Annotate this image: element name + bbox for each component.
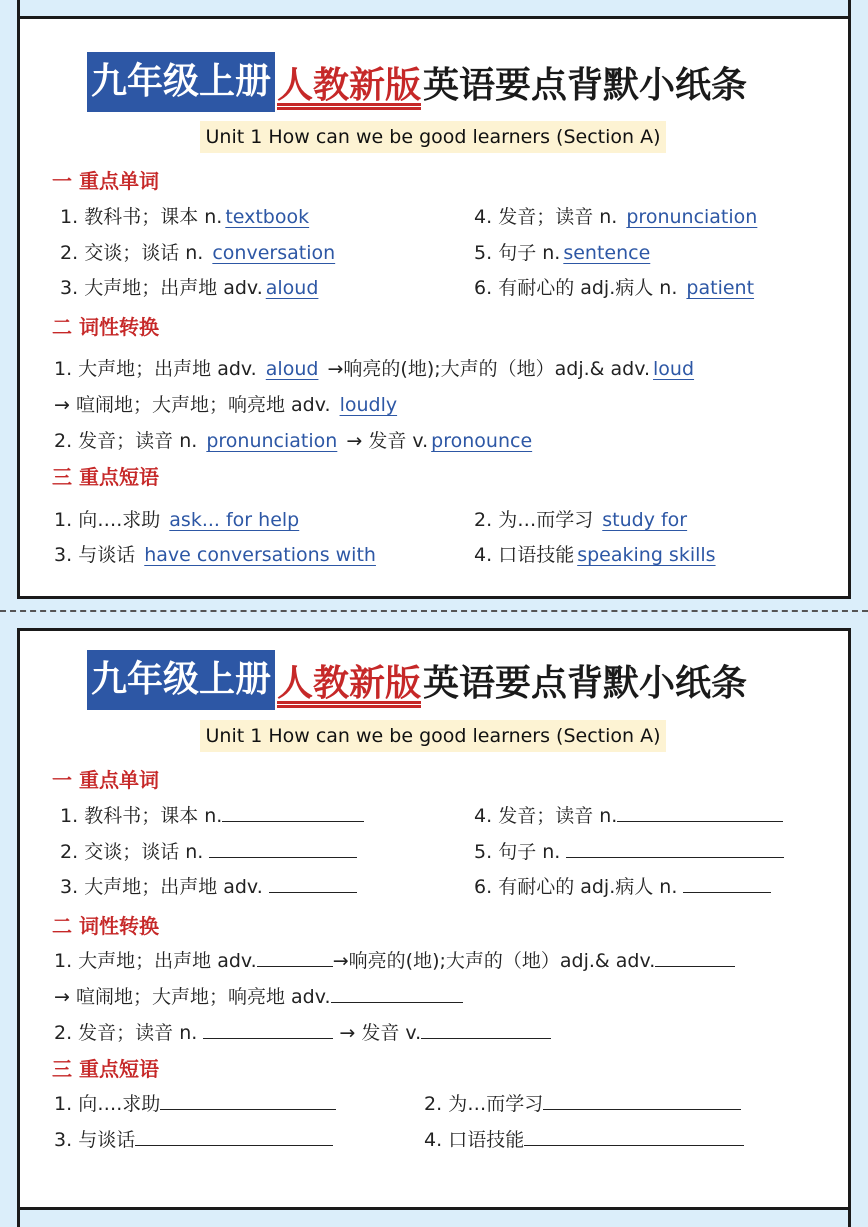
word-answer: pronunciation xyxy=(626,206,758,228)
answer-blank[interactable] xyxy=(543,1090,741,1110)
word-item: 4. 发音；读音 n. xyxy=(474,801,783,828)
phrase-item: 2. 为…而学习 xyxy=(424,1089,741,1116)
answer-blank[interactable] xyxy=(524,1126,744,1146)
answer-blank[interactable] xyxy=(421,1019,551,1039)
phrase-answer: have conversations with xyxy=(144,544,376,566)
answer-blank[interactable] xyxy=(203,1019,333,1039)
conversion-line: 2. 发音；读音 n. pronunciation → 发音 v. pronounce xyxy=(54,426,535,453)
word-answer: conversation xyxy=(212,242,336,264)
word-item: 2. 交谈；谈话 n. conversation xyxy=(60,238,338,265)
phrase-item: 3. 与谈话 have conversations with xyxy=(54,540,379,567)
title-edition: 人教新版 xyxy=(276,662,421,704)
section-key-words: 一 重点单词 xyxy=(52,169,159,193)
word-item: 3. 大声地；出声地 adv. xyxy=(60,872,357,899)
word-answer: textbook xyxy=(225,206,310,228)
section-word-forms: 二 词性转换 xyxy=(52,315,159,339)
section-key-words: 一 重点单词 xyxy=(52,768,159,792)
cut-line-divider xyxy=(0,610,868,612)
phrase-answer: speaking skills xyxy=(577,544,716,566)
title-main: 英语要点背默小纸条 xyxy=(423,64,748,106)
answer-blank[interactable] xyxy=(209,838,357,858)
answer-blank[interactable] xyxy=(160,1090,336,1110)
word-answer: aloud xyxy=(265,277,319,299)
answer-blank[interactable] xyxy=(617,802,783,822)
page-title xyxy=(73,650,761,710)
word-item: 6. 有耐心的 adj.病人 n. patient xyxy=(474,273,757,300)
phrase-item: 1. 向….求助 ask... for help xyxy=(54,505,302,532)
answer-blank[interactable] xyxy=(566,838,784,858)
answer-blank[interactable] xyxy=(683,873,771,893)
title-grade: 九年级上册 xyxy=(87,52,275,112)
conversion-line: → 喧闹地；大声地；响亮地 adv. loudly xyxy=(54,390,400,417)
title-grade: 九年级上册 xyxy=(87,650,275,710)
phrase-item: 2. 为…而学习 study for xyxy=(474,505,690,532)
section-key-phrases: 三 重点短语 xyxy=(52,1057,159,1081)
conversion-line: → 喧闹地；大声地；响亮地 adv. xyxy=(54,982,463,1009)
answer-blank[interactable] xyxy=(222,802,364,822)
word-item: 5. 句子 n. xyxy=(474,837,784,864)
word-item: 6. 有耐心的 adj.病人 n. xyxy=(474,872,771,899)
phrase-item: 1. 向….求助 xyxy=(54,1089,336,1116)
conversion-line: 2. 发音；读音 n. → 发音 v. xyxy=(54,1018,551,1045)
conv-answer: pronounce xyxy=(431,430,533,452)
conv-answer: aloud xyxy=(265,358,319,380)
word-item: 2. 交谈；谈话 n. xyxy=(60,837,357,864)
word-item: 1. 教科书；课本 n. textbook xyxy=(60,202,312,229)
phrase-answer: study for xyxy=(602,509,688,531)
conv-answer: loudly xyxy=(339,394,398,416)
bottom-border xyxy=(17,1210,851,1227)
word-item: 4. 发音；读音 n. pronunciation xyxy=(474,202,760,229)
phrase-answer: ask... for help xyxy=(169,509,300,531)
answer-blank[interactable] xyxy=(135,1126,333,1146)
top-border xyxy=(17,0,851,16)
word-item: 5. 句子 n. sentence xyxy=(474,238,653,265)
word-answer: patient xyxy=(686,277,755,299)
answer-blank[interactable] xyxy=(655,947,735,967)
conv-answer: pronunciation xyxy=(206,430,338,452)
word-item: 3. 大声地；出声地 adv. aloud xyxy=(60,273,321,300)
title-main: 英语要点背默小纸条 xyxy=(423,662,748,704)
section-key-phrases: 三 重点短语 xyxy=(52,465,159,489)
answer-blank[interactable] xyxy=(331,983,463,1003)
word-item: 1. 教科书；课本 n. xyxy=(60,801,364,828)
phrase-item: 3. 与谈话 xyxy=(54,1125,333,1152)
answer-blank[interactable] xyxy=(257,947,333,967)
conversion-line: 1. 大声地；出声地 adv. →响亮的(地);大声的（地）adj.& adv. xyxy=(54,946,735,973)
section-word-forms: 二 词性转换 xyxy=(52,914,159,938)
phrase-item: 4. 口语技能 speaking skills xyxy=(474,540,719,567)
answer-blank[interactable] xyxy=(269,873,357,893)
conv-answer: loud xyxy=(653,358,695,380)
unit-subtitle: Unit 1 How can we be good learners (Section A) xyxy=(200,121,666,153)
unit-subtitle: Unit 1 How can we be good learners (Section A) xyxy=(200,720,666,752)
title-edition: 人教新版 xyxy=(276,64,421,106)
conversion-line: 1. 大声地；出声地 adv. aloud →响亮的(地);大声的（地）adj.& adv. loud xyxy=(54,354,697,381)
page-title xyxy=(73,52,761,112)
word-answer: sentence xyxy=(563,242,651,264)
phrase-item: 4. 口语技能 xyxy=(424,1125,744,1152)
